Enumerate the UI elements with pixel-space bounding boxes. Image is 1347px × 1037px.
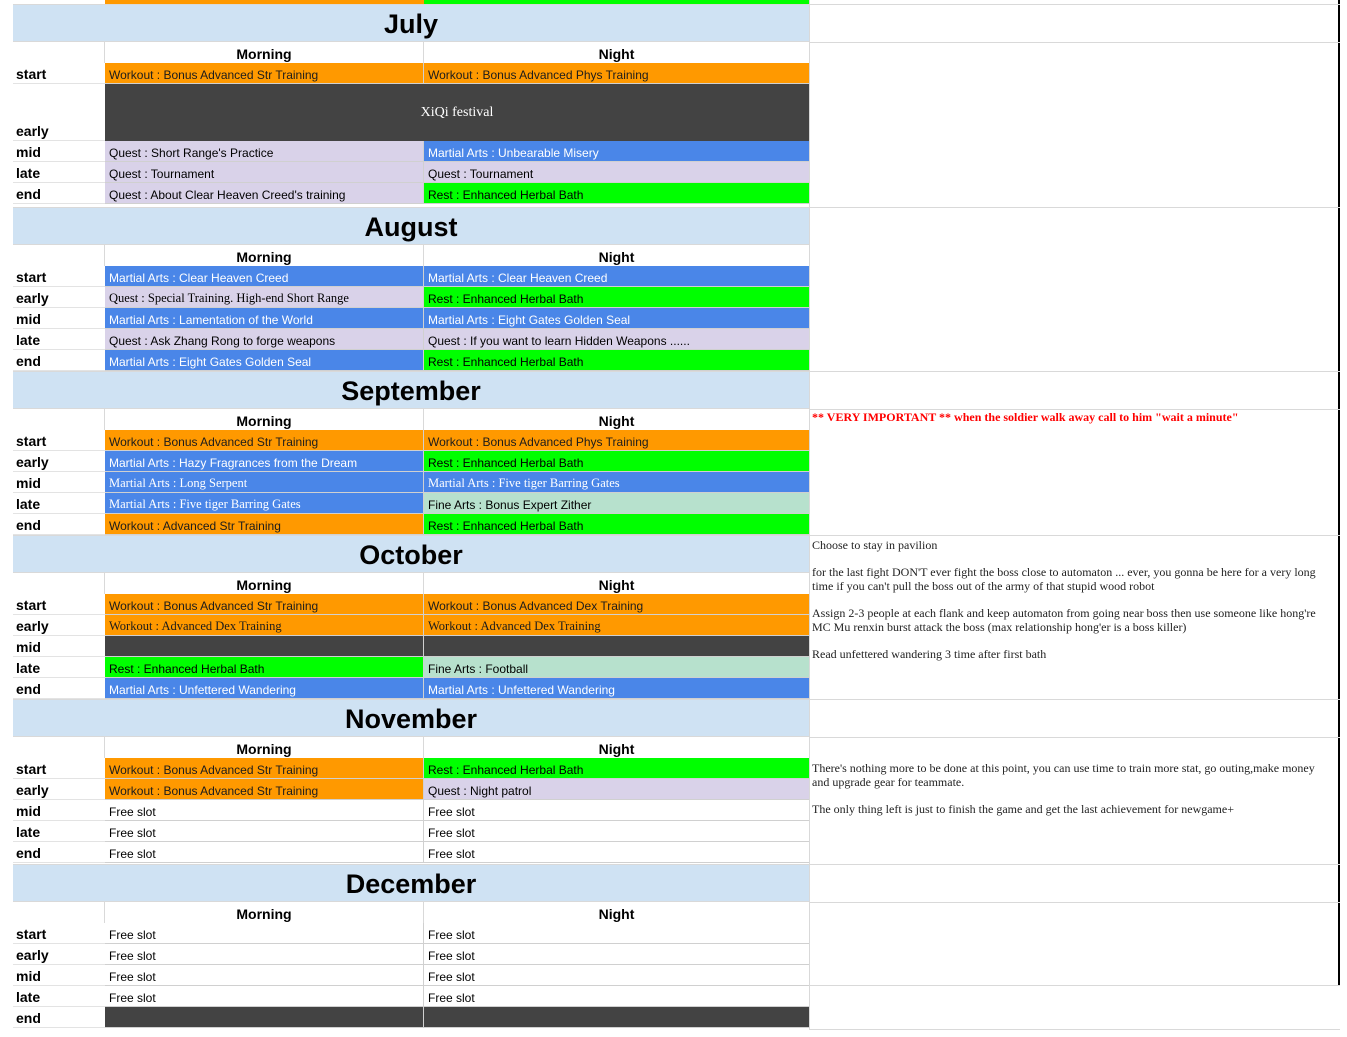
morning-cell[interactable]: Quest : Tournament <box>105 162 424 183</box>
november-note-1[interactable]: There's nothing more to be done at this point, you can use time to train more stat, go outing,make money and upgrade gear for teammate. <box>812 761 1315 789</box>
header-blank-cell[interactable] <box>13 245 105 266</box>
night-cell[interactable]: Rest : Enhanced Herbal Bath <box>424 183 809 204</box>
night-cell[interactable]: Free slot <box>424 986 809 1007</box>
period-label[interactable]: start <box>13 266 105 287</box>
column-header-row <box>13 42 809 63</box>
period-label[interactable]: mid <box>13 800 105 821</box>
schedule-row-early <box>13 944 809 965</box>
period-label[interactable]: early <box>13 615 105 636</box>
night-cell[interactable]: Free slot <box>424 842 809 863</box>
period-label[interactable]: end <box>13 678 105 699</box>
schedule-row-start <box>13 430 809 451</box>
morning-cell[interactable]: Free slot <box>105 923 424 944</box>
right-border <box>1338 0 1340 985</box>
period-label[interactable]: start <box>13 758 105 779</box>
night-cell[interactable]: Rest : Enhanced Herbal Bath <box>424 514 809 535</box>
morning-cell[interactable]: Free slot <box>105 944 424 965</box>
period-label[interactable]: end <box>13 514 105 535</box>
night-cell[interactable]: Workout : Bonus Advanced Dex Training <box>424 594 809 615</box>
night-cell[interactable]: Free slot <box>424 821 809 842</box>
notes-gridline <box>809 371 1340 372</box>
schedule-row-late <box>13 986 809 1007</box>
schedule-row-start <box>13 923 809 944</box>
period-label[interactable]: mid <box>13 308 105 329</box>
morning-header[interactable]: Morning <box>105 737 424 758</box>
night-header[interactable]: Night <box>598 46 635 62</box>
notes-gridline <box>809 902 1340 903</box>
morning-cell[interactable] <box>105 636 424 657</box>
october-note-2[interactable]: for the last fight DON'T ever fight the boss close to automaton ... ever, you gonna be here for a very long time if you can't pull the boss out of the army of that stupid wood robot <box>812 565 1316 593</box>
period-label[interactable]: early <box>13 451 105 472</box>
night-cell[interactable]: Fine Arts : Bonus Expert Zither <box>424 493 809 514</box>
column-header-row <box>13 737 809 758</box>
schedule-row-early <box>13 615 809 636</box>
schedule-row-late <box>13 821 809 842</box>
november-note-2[interactable]: The only thing left is just to finish the game and get the last achievement for newgame+ <box>812 802 1234 816</box>
period-label[interactable]: start <box>13 63 105 84</box>
column-divider <box>809 0 810 1030</box>
period-label[interactable]: mid <box>13 636 105 657</box>
schedule-row-end <box>13 183 809 204</box>
night-cell[interactable]: Quest : Tournament <box>424 162 809 183</box>
month-title[interactable]: November <box>13 699 809 737</box>
spreadsheet <box>13 0 1340 1030</box>
night-cell[interactable]: Martial Arts : Unfettered Wandering <box>424 678 809 699</box>
night-cell[interactable]: Rest : Enhanced Herbal Bath <box>424 287 809 308</box>
month-title[interactable]: October <box>13 535 809 573</box>
period-label[interactable]: late <box>13 986 105 1007</box>
morning-cell[interactable]: Free slot <box>105 821 424 842</box>
notes-gridline <box>809 985 1340 986</box>
header-blank-cell[interactable] <box>13 902 105 923</box>
period-label[interactable]: end <box>13 183 105 204</box>
morning-cell[interactable]: Workout : Bonus Advanced Str Training <box>105 758 424 779</box>
schedule-row-early <box>13 84 809 141</box>
header-blank-cell[interactable] <box>13 737 105 758</box>
night-cell[interactable]: Martial Arts : Unbearable Misery <box>424 141 809 162</box>
column-header-row <box>13 902 809 923</box>
period-label[interactable]: mid <box>13 472 105 493</box>
schedule-row-late <box>13 329 809 350</box>
notes-gridline <box>809 864 1340 865</box>
period-label[interactable]: start <box>13 594 105 615</box>
schedule-row-end <box>13 514 809 535</box>
morning-cell[interactable]: Martial Arts : Long Serpent <box>105 472 424 493</box>
night-cell[interactable]: Rest : Enhanced Herbal Bath <box>424 350 809 371</box>
column-header-row <box>13 245 809 266</box>
night-header[interactable]: Night <box>598 249 635 265</box>
night-cell[interactable]: Martial Arts : Clear Heaven Creed <box>424 266 809 287</box>
month-title[interactable]: August <box>13 207 809 245</box>
morning-cell[interactable]: Quest : About Clear Heaven Creed's training <box>105 183 424 204</box>
morning-header[interactable]: Morning <box>105 245 424 266</box>
column-header-row <box>13 573 809 594</box>
night-cell[interactable]: Free slot <box>424 800 809 821</box>
period-label[interactable]: mid <box>13 141 105 162</box>
period-label[interactable]: mid <box>13 965 105 986</box>
header-blank-cell[interactable] <box>13 409 105 430</box>
morning-cell[interactable]: Martial Arts : Clear Heaven Creed <box>105 266 424 287</box>
october-note-4[interactable]: Read unfettered wandering 3 time after first bath <box>812 647 1047 661</box>
october-note-3[interactable]: Assign 2-3 people at each flank and keep automaton from going near boss then use someone like hong're MC Mu renxin burst attack the boss (max relationship hong'er is a boss killer) <box>812 606 1316 634</box>
period-label[interactable]: end <box>13 350 105 371</box>
morning-cell[interactable]: Quest : Short Range's Practice <box>105 141 424 162</box>
night-cell[interactable]: Quest : Night patrol <box>424 779 809 800</box>
column-header-row <box>13 409 809 430</box>
notes-gridline <box>809 737 1340 738</box>
schedule-row-start <box>13 758 809 779</box>
morning-cell[interactable]: Rest : Enhanced Herbal Bath <box>105 657 424 678</box>
night-cell[interactable]: Workout : Bonus Advanced Phys Training <box>424 63 809 84</box>
night-header[interactable]: Night <box>598 906 635 922</box>
night-cell[interactable]: Rest : Enhanced Herbal Bath <box>424 451 809 472</box>
schedule-row-late <box>13 493 809 514</box>
night-header[interactable]: Night <box>598 577 635 593</box>
night-cell[interactable]: Workout : Advanced Dex Training <box>424 615 809 636</box>
morning-cell[interactable]: Workout : Bonus Advanced Str Training <box>105 430 424 451</box>
notes-gridline <box>809 699 1340 700</box>
schedule-row-end <box>13 842 809 863</box>
period-label[interactable]: end <box>13 842 105 863</box>
schedule-row-mid <box>13 472 809 493</box>
morning-cell[interactable]: Workout : Bonus Advanced Str Training <box>105 63 424 84</box>
schedule-row-late <box>13 162 809 183</box>
morning-cell[interactable]: Martial Arts : Eight Gates Golden Seal <box>105 350 424 371</box>
night-cell[interactable]: Martial Arts : Five tiger Barring Gates <box>424 472 809 493</box>
schedule-row-mid <box>13 636 809 657</box>
period-label[interactable]: early <box>13 779 105 800</box>
night-cell[interactable]: Free slot <box>424 944 809 965</box>
month-title[interactable]: September <box>13 371 809 409</box>
period-label[interactable]: early <box>13 944 105 965</box>
period-label[interactable]: late <box>13 162 105 183</box>
period-label[interactable]: late <box>13 657 105 678</box>
schedule-row-start <box>13 63 809 84</box>
period-label[interactable]: late <box>13 821 105 842</box>
morning-cell[interactable]: Martial Arts : Hazy Fragrances from the Dream <box>105 451 424 472</box>
header-blank-cell[interactable] <box>13 573 105 594</box>
morning-cell[interactable]: Quest : Ask Zhang Rong to forge weapons <box>105 329 424 350</box>
night-cell[interactable]: Free slot <box>424 965 809 986</box>
festival-cell[interactable]: XiQi festival <box>105 84 809 141</box>
night-cell[interactable] <box>424 1007 809 1028</box>
morning-cell[interactable]: Free slot <box>105 986 424 1007</box>
morning-header[interactable]: Morning <box>105 409 424 430</box>
schedule-row-early <box>13 287 809 308</box>
schedule-row-early <box>13 779 809 800</box>
period-label[interactable]: start <box>13 923 105 944</box>
morning-cell[interactable]: Martial Arts : Lamentation of the World <box>105 308 424 329</box>
important-note[interactable]: ** VERY IMPORTANT ** when the soldier walk away call to him "wait a minute" <box>812 410 1239 424</box>
morning-cell[interactable]: Free slot <box>105 965 424 986</box>
notes-gridline <box>809 535 1340 536</box>
notes-gridline <box>809 207 1340 208</box>
morning-cell[interactable] <box>105 1007 424 1028</box>
schedule-row-early <box>13 451 809 472</box>
night-header[interactable]: Night <box>598 413 635 429</box>
schedule-row-mid <box>13 141 809 162</box>
morning-cell[interactable]: Workout : Advanced Dex Training <box>105 615 424 636</box>
schedule-row-end <box>13 678 809 699</box>
period-label[interactable]: late <box>13 329 105 350</box>
night-cell[interactable]: Quest : If you want to learn Hidden Weapons ...... <box>424 329 809 350</box>
period-label[interactable]: end <box>13 1007 105 1028</box>
schedule-row-mid <box>13 308 809 329</box>
night-header[interactable]: Night <box>598 741 635 757</box>
night-cell[interactable]: Workout : Bonus Advanced Phys Training <box>424 430 809 451</box>
schedule-row-end <box>13 350 809 371</box>
notes-gridline <box>809 1029 1340 1030</box>
night-cell[interactable] <box>424 636 809 657</box>
morning-header[interactable]: Morning <box>105 573 424 594</box>
night-cell[interactable]: Rest : Enhanced Herbal Bath <box>424 758 809 779</box>
morning-header[interactable]: Morning <box>105 902 424 923</box>
morning-cell[interactable]: Quest : Special Training. High-end Short Range <box>105 287 424 308</box>
morning-cell[interactable]: Martial Arts : Five tiger Barring Gates <box>105 493 424 514</box>
morning-cell[interactable]: Workout : Bonus Advanced Str Training <box>105 594 424 615</box>
notes-gridline <box>809 42 1340 43</box>
october-note-1[interactable]: Choose to stay in pavilion <box>812 538 938 552</box>
header-blank-cell[interactable] <box>13 42 105 63</box>
schedule-row-late <box>13 657 809 678</box>
night-cell[interactable]: Fine Arts : Football <box>424 657 809 678</box>
morning-header[interactable]: Morning <box>105 42 424 63</box>
period-label[interactable]: early <box>13 84 105 141</box>
morning-cell[interactable]: Free slot <box>105 842 424 863</box>
morning-cell[interactable]: Martial Arts : Unfettered Wandering <box>105 678 424 699</box>
schedule-row-start <box>13 594 809 615</box>
month-title[interactable]: July <box>13 4 809 42</box>
period-label[interactable]: late <box>13 493 105 514</box>
night-cell[interactable]: Free slot <box>424 923 809 944</box>
morning-cell[interactable]: Free slot <box>105 800 424 821</box>
notes-gridline <box>809 4 1340 5</box>
schedule-row-mid <box>13 800 809 821</box>
period-label[interactable]: early <box>13 287 105 308</box>
morning-cell[interactable]: Workout : Advanced Str Training <box>105 514 424 535</box>
night-cell[interactable]: Martial Arts : Eight Gates Golden Seal <box>424 308 809 329</box>
schedule-row-mid <box>13 965 809 986</box>
schedule-row-end <box>13 1007 809 1028</box>
morning-cell[interactable]: Workout : Bonus Advanced Str Training <box>105 779 424 800</box>
period-label[interactable]: start <box>13 430 105 451</box>
month-title[interactable]: December <box>13 864 809 902</box>
schedule-row-start <box>13 266 809 287</box>
